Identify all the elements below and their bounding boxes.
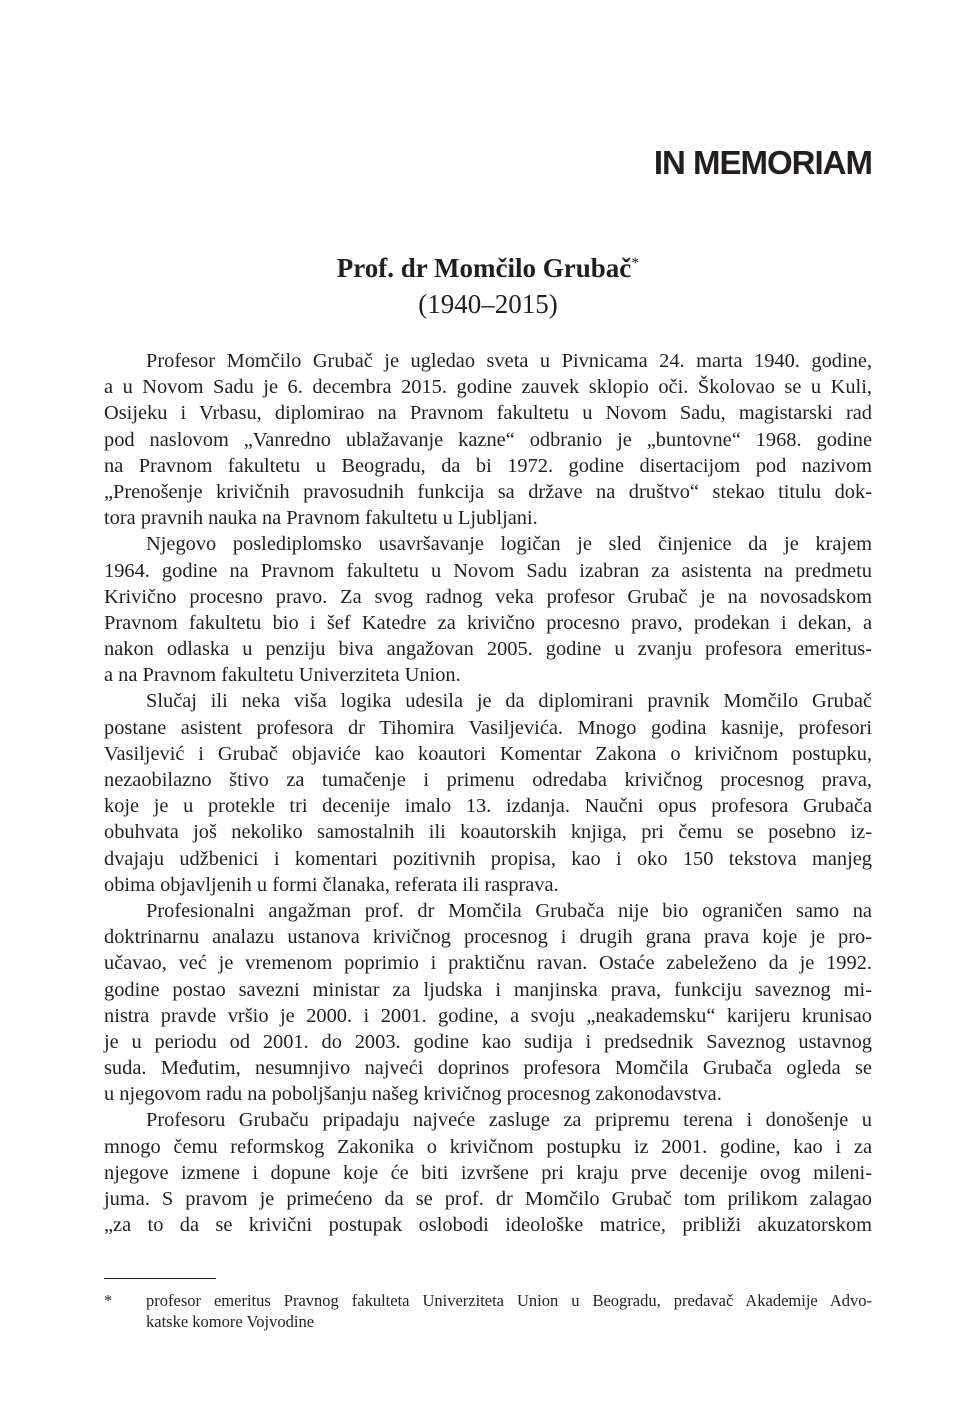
title-dates: (1940–2015) (418, 289, 558, 319)
paragraph-3 (104, 688, 872, 898)
text-line: Krivično procesno pravo. Za svog radnog veka profesor Grubač je na novosadskom (104, 585, 872, 608)
text-line: obima objavljenih u formi članaka, referata ili rasprava. (104, 873, 559, 896)
text-line: mnogo čemu reformskog Zakonika o krivičnom postupku iz 2001. godine, kao i za (104, 1135, 872, 1158)
text-line: pod naslovom „Vanredno ublažavanje kazne“ odbranio je „buntovne“ 1968. godine (104, 428, 872, 451)
text-line: učavao, već je vremenom poprimio i praktičnu ravan. Ostaće zabeleženo da je 1992. (104, 952, 872, 975)
text-line: nakon odlaska u penziju biva angažovan 2005. godine u zvanju profesora emeritus- (104, 638, 872, 661)
text-line: je u periodu od 2001. do 2003. godine kao sudija i predsednik Saveznog ustavnog (104, 1030, 872, 1053)
text-line: suda. Međutim, nesumnjivo najveći doprinos profesora Momčila Grubača ogleda se (104, 1057, 872, 1080)
footnote-text (146, 1290, 872, 1332)
text-line: Vasiljević i Grubač objaviće kao koautori Komentar Zakona o krivičnom postupku, (104, 742, 872, 765)
footnote-marker: * (104, 1291, 113, 1310)
text-line: 1964. godine na Pravnom fakultetu u Novom Sadu izabran za asistenta na predmetu (104, 559, 872, 582)
section-heading: IN MEMORIAM (653, 144, 872, 181)
paragraph-1 (104, 348, 872, 531)
text-line: Profesionalni angažman prof. dr Momčila Grubača nije bio ograničen samo na (146, 899, 872, 922)
footnote-divider (104, 1278, 216, 1279)
text-line: „Prenošenje krivičnih pravosudnih funkcija sa države na društvo“ stekao titulu dok- (104, 480, 872, 503)
title-name-line (104, 246, 872, 286)
article-body (104, 348, 872, 1238)
paragraph-5 (104, 1107, 872, 1238)
text-line: u njegovom radu na poboljšanju našeg krivičnog procesnog zakonodavstva. (104, 1083, 722, 1106)
text-line: a u Novom Sadu je 6. decembra 2015. godine zauvek sklopio oči. Školovao se u Kuli, (104, 376, 872, 399)
text-line: na Pravnom fakultetu u Beogradu, da bi 1972. godine disertacijom pod nazivom (104, 454, 872, 477)
text-line: nistra pravde vršio je 2000. i 2001. godine, a svoju „neakademsku“ karijeru krunisao (104, 1004, 872, 1027)
text-line: Profesor Momčilo Grubač je ugledao sveta u Pivnicama 24. marta 1940. godine, (146, 350, 872, 372)
footnote-line: katske komore Vojvodine (146, 1312, 315, 1331)
title-name: Prof. dr Momčilo Grubač (336, 253, 632, 283)
text-line: postane asistent profesora dr Tihomira Vasiljevića. Mnogo godina kasnije, profesori (104, 716, 872, 739)
footnote (104, 1290, 872, 1332)
text-line: obuhvata još nekoliko samostalnih ili koautorskih knjiga, pri čemu se posebno iz- (104, 821, 872, 844)
footnote-reference[interactable]: * (631, 255, 640, 272)
text-line: dvajaju udžbenici i komentari pozitivnih propisa, kao i oko 150 tekstova manjeg (104, 847, 872, 870)
article-title (104, 246, 872, 322)
text-line: koje je u protekle tri decenije imalo 13. izdanja. Naučni opus profesora Grubača (104, 795, 872, 818)
footnote-line: profesor emeritus Pravnog fakulteta Univerziteta Union u Beogradu, predavač Akademije Advo- (146, 1291, 872, 1310)
text-line: godine postao savezni ministar za ljudska i manjinska prava, funkciju saveznog mi- (104, 978, 872, 1001)
text-line: nezaobilazno štivo za tumačenje i primenu odredaba krivičnog procesnog prava, (104, 769, 872, 791)
paragraph-4 (104, 898, 872, 1108)
text-line: njegove izmene i dopune koje će biti izvršene pri kraju prve decenije ovog mileni- (104, 1161, 872, 1184)
text-line: „za to da se krivični postupak oslobodi ideološke matrice, približi akuzatorskom (104, 1214, 872, 1237)
text-line: Pravnom fakultetu bio i šef Katedre za krivično procesno pravo, prodekan i dekan, a (104, 611, 872, 634)
text-line: tora pravnih nauka na Pravnom fakultetu u Ljubljani. (104, 507, 538, 530)
text-line: Profesoru Grubaču pripadaju najveće zasluge za pripremu terena i donošenje u (146, 1109, 872, 1132)
paragraph-2 (104, 531, 872, 688)
text-line: Slučaj ili neka viša logika udesila je da diplomirani pravnik Momčilo Grubač (146, 690, 872, 713)
text-line: a na Pravnom fakultetu Univerziteta Union. (104, 664, 461, 687)
text-line: juma. S pravom je primećeno da se prof. dr Momčilo Grubač tom prilikom zalagao (104, 1188, 872, 1210)
text-line: Njegovo poslediplomsko usavršavanje logičan je sled činjenice da je krajem (146, 533, 872, 556)
text-line: Osijeku i Vrbasu, diplomirao na Pravnom fakultetu u Novom Sadu, magistarski rad (104, 402, 872, 425)
text-line: doktrinarnu analazu ustanova krivičnog procesnog i drugih grana prava koje je pro- (104, 926, 872, 949)
